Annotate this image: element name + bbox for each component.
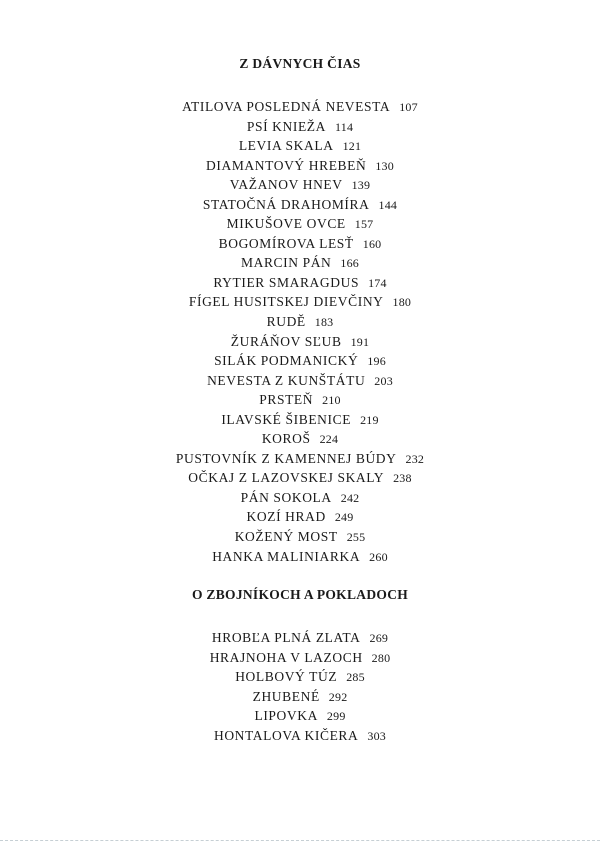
entry-title: KOROŠ [261,431,311,447]
toc-entry [0,706,600,726]
entry-title: LEVIA SKALA [238,138,334,154]
entry-page-number: 196 [367,354,386,369]
entry-title: HOLBOVÝ TÚZ [235,669,338,685]
entry-title: KOZÍ HRAD [246,509,326,525]
toc-entry [0,292,600,312]
entry-page-number: 166 [340,256,359,271]
entry-page-number: 114 [334,119,354,134]
entry-title: PRSTEŇ [259,392,314,408]
entry-title: VAŽANOV HNEV [229,177,343,193]
entry-title: HROBĽA PLNÁ ZLATA [211,630,361,645]
toc-entry [0,214,600,234]
entry-page-number: 174 [368,275,387,290]
toc-entry [0,136,600,156]
entry-title: HRAJNOHA V LAZOCH [209,649,363,665]
entry-title: SILÁK PODMANICKÝ [214,353,359,369]
toc-list [0,628,600,745]
entry-page-number: 255 [346,530,366,545]
entry-page-number: 203 [374,373,393,388]
entry-title: OČKAJ Z LAZOVSKEJ SKALY [188,470,385,486]
section-heading: Z DÁVNYCH ČIAS [239,56,361,71]
entry-page-number: 160 [362,236,382,251]
entry-title: FÍGEL HUSITSKEJ DIEVČINY [188,294,384,310]
toc-entry [0,547,600,567]
entry-title: HANKA MALINIARKA [212,548,361,564]
entry-page-number: 232 [405,451,425,466]
entry-page-number: 303 [367,728,386,743]
entry-title: KOŽENÝ MOST [234,529,338,545]
entry-page-number: 242 [340,490,360,505]
entry-page-number: 130 [375,158,394,173]
toc-entry [0,527,600,547]
entry-title: BOGOMÍROVA LESŤ [218,235,354,251]
toc-entry [0,371,600,391]
toc-entry [0,628,600,648]
entry-title: MIKUŠOVE OVCE [226,216,346,232]
entry-title: RUDĚ [266,314,306,330]
toc-entry [0,156,600,176]
toc-list [0,97,600,566]
entry-title: PÁN SOKOLA [240,489,332,505]
entry-title: HONTALOVA KIČERA [213,727,359,743]
entry-page-number: 260 [369,549,388,564]
toc-entry [0,332,600,352]
entry-title: PUSTOVNÍK Z KAMENNEJ BÚDY [175,450,397,466]
toc-entry [0,648,600,668]
toc-entry [0,312,600,332]
section-heading: O ZBOJNÍKOCH A POKLADOCH [191,587,409,602]
entry-title: PSÍ KNIEŽA [246,118,326,134]
entry-page-number: 210 [322,393,341,408]
toc-entry [0,117,600,137]
toc-entry [0,351,600,371]
entry-title: ŽURÁŇOV SĽUB [230,333,342,349]
entry-title: LIPOVKA [254,708,318,724]
page-bottom-edge [0,840,600,841]
entry-page-number: 299 [326,709,346,724]
toc-entry [0,667,600,687]
entry-page-number: 292 [328,689,348,704]
entry-title: MARCIN PÁN [241,255,332,271]
entry-page-number: 280 [371,650,391,665]
toc-entry [0,507,600,527]
entry-page-number: 285 [346,670,365,685]
entry-page-number: 224 [319,432,339,447]
toc-entry [0,726,600,746]
entry-title: NEVESTA Z KUNŠTÁTU [207,372,366,388]
toc-entry [0,97,600,117]
toc-entry [0,429,600,449]
toc-section-o-zbojnikoch-a-pokladoch [0,586,600,745]
entry-title: RYTIER SMARAGDUS [213,274,360,290]
toc-entry [0,253,600,273]
toc-entry [0,449,600,469]
entry-page-number: 139 [351,178,371,193]
toc-entry [0,175,600,195]
toc-entry [0,195,600,215]
toc-entry [0,687,600,707]
entry-title: STATOČNÁ DRAHOMÍRA [202,196,370,212]
toc-section-z-davnych-cias [0,55,600,566]
entry-page-number: 144 [378,197,398,212]
entry-page-number: 219 [360,412,379,427]
entry-page-number: 249 [334,510,354,525]
toc-entry [0,234,600,254]
toc-entry [0,273,600,293]
entry-title: ZHUBENÉ [252,688,320,704]
toc-entry [0,410,600,430]
toc-entry [0,390,600,410]
entry-title: ILAVSKÉ ŠIBENICE [221,411,352,427]
entry-page-number: 107 [399,100,418,114]
entry-page-number: 269 [369,631,389,645]
entry-page-number: 183 [314,315,334,330]
entry-title: DIAMANTOVÝ HREBEŇ [206,157,367,173]
entry-page-number: 157 [354,217,374,232]
entry-page-number: 180 [392,295,412,310]
entry-page-number: 238 [393,471,412,486]
entry-page-number: 191 [350,334,370,349]
toc-entry [0,488,600,508]
entry-page-number: 121 [342,139,362,154]
entry-title: ATILOVA POSLEDNÁ NEVESTA [182,99,391,114]
toc-entry [0,468,600,488]
